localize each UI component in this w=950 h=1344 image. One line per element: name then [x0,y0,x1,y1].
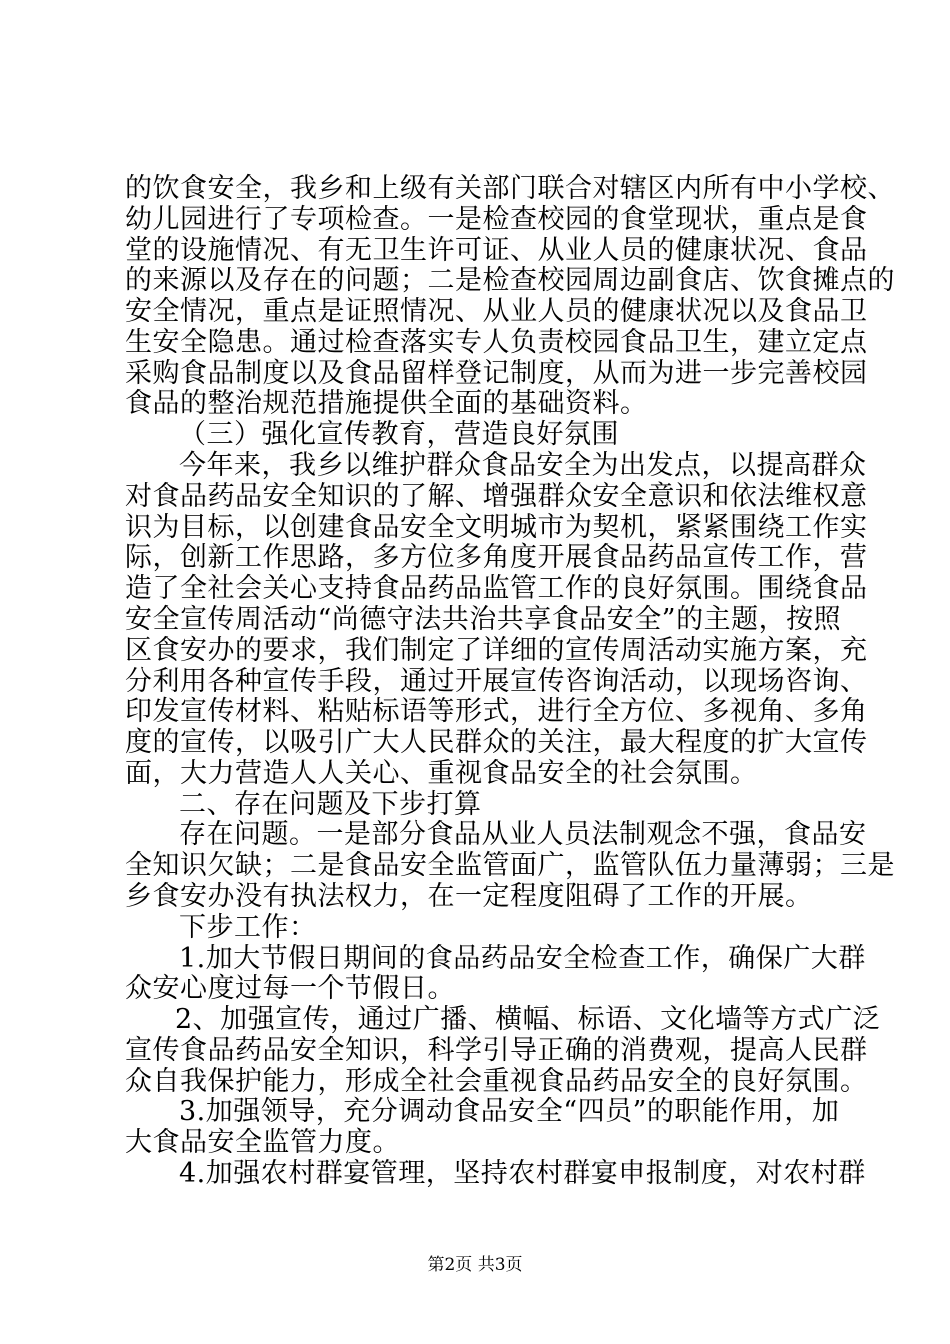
body-text-line: 印发宣传材料、粘贴标语等形式，进行全方位、多视角、多角 [125,696,868,727]
page-number-footer: 第2页 共3页 [427,1255,523,1275]
body-text-line: 乡食安办没有执法权力，在一定程度阻碍了工作的开展。 [125,881,813,912]
list-item-line: 众自我保护能力，形成全社会重视食品药品安全的良好氛围。 [125,1066,868,1097]
body-text-line: 生安全隐患。通过检查落实专人负责校园食品卫生，建立定点 [125,327,868,358]
list-item-line: 大食品安全监管力度。 [125,1127,400,1158]
body-text-line: 安全情况，重点是证照情况、从业人员的健康状况以及食品卫 [125,296,868,327]
body-text-line: 面，大力营造人人关心、重视食品安全的社会氛围。 [125,758,758,789]
body-text-line: 对食品药品安全知识的了解、增强群众安全意识和依法维权意 [125,481,868,512]
body-text-line: 分利用各种宣传手段，通过开展宣传咨询活动，以现场咨询、 [125,666,868,697]
body-text-line: 识为目标，以创建食品安全文明城市为契机，紧紧围绕工作实 [125,512,868,543]
body-text-line: 安全宣传周活动“尚德守法共治共享食品安全”的主题，按照 [125,604,842,635]
list-item-line: 宣传食品药品安全知识，科学引导正确的消费观，提高人民群 [125,1035,868,1066]
list-item-line: 3.加强领导，充分调动食品安全“四员”的职能作用，加 [179,1096,840,1127]
list-item-line: 1.加大节假日期间的食品药品安全检查工作，确保广大群 [179,943,866,974]
body-text-line: 的饮食安全，我乡和上级有关部门联合对辖区内所有中小学校、 [125,173,895,204]
body-text-line: 造了全社会关心支持食品药品监管工作的良好氛围。围绕食品 [125,573,868,604]
section-heading: （三）强化宣传教育，营造良好氛围 [179,419,619,450]
body-text-line: 存在问题。一是部分食品从业人员法制观念不强，食品安 [179,819,867,850]
body-text-line: 区食安办的要求，我们制定了详细的宣传周活动实施方案，充 [125,635,868,666]
body-text-line: 幼儿园进行了专项检查。一是检查校园的食堂现状，重点是食 [125,204,868,235]
body-text-line: 际，创新工作思路，多方位多角度开展食品药品宣传工作，营 [125,542,868,573]
list-item-line: 2、加强宣传，通过广播、横幅、标语、文化墙等方式广泛 [175,1004,881,1035]
body-text-line: 的来源以及存在的问题；二是检查校园周边副食店、饮食摊点的 [125,265,895,296]
list-item-line: 4.加强农村群宴管理，坚持农村群宴申报制度，对农村群 [179,1158,866,1189]
list-item-line: 众安心度过每一个节假日。 [125,973,455,1004]
body-text-line: 度的宣传，以吸引广大人民群众的关注，最大程度的扩大宣传 [125,727,868,758]
body-text-line: 堂的设施情况、有无卫生许可证、从业人员的健康状况、食品 [125,235,868,266]
body-text-line: 今年来，我乡以维护群众食品安全为出发点，以提高群众 [179,450,867,481]
body-text-line: 全知识欠缺；二是食品安全监管面广，监管队伍力量薄弱；三是 [125,850,895,881]
body-text-line: 食品的整治规范措施提供全面的基础资料。 [125,388,648,419]
body-text-line: 采购食品制度以及食品留样登记制度，从而为进一步完善校园 [125,358,868,389]
body-text-line: 下步工作： [179,912,317,943]
section-heading: 二、存在问题及下步打算 [179,789,482,820]
